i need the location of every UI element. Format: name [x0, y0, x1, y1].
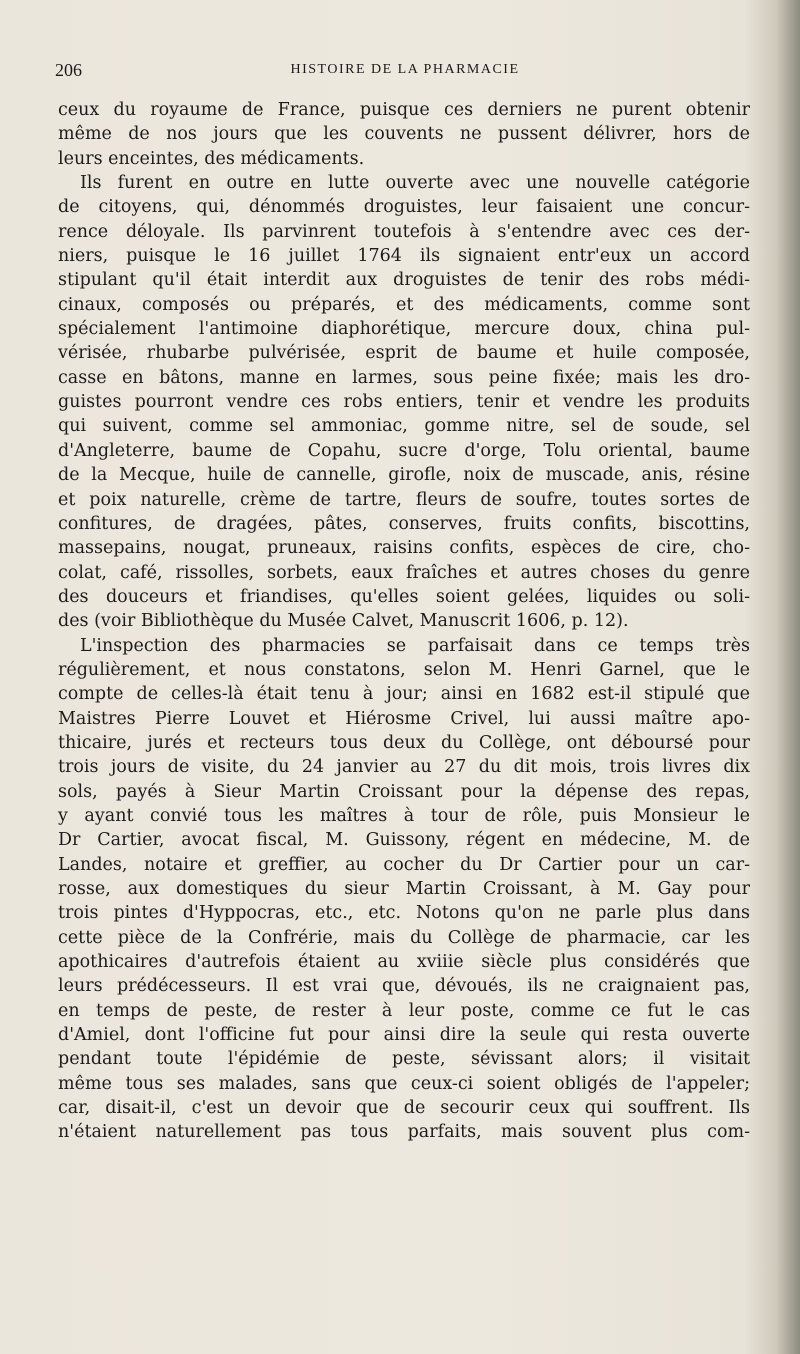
text-line: trois pintes d'Hyppocras, etc., etc. Notons qu'on ne parle plus dans: [58, 903, 750, 924]
text-line: des (voir Bibliothèque du Musée Calvet, Manuscrit 1606, p. 12).: [58, 611, 629, 632]
text-line: en temps de peste, de rester à leur poste, comme ce fut le cas: [58, 1000, 750, 1021]
paragraph: [58, 634, 750, 1145]
text-line: thicaire, jurés et recteurs tous deux du Collège, ont déboursé pour: [58, 732, 750, 753]
text-line: guistes pourront vendre ces robs entiers, tenir et vendre les produits: [58, 392, 750, 413]
text-line: des douceurs et friandises, qu'elles soient gelées, liquides ou soli-: [58, 586, 750, 607]
text-line: rence déloyale. Ils parvinrent toutefois à s'entendre avec ces der-: [58, 221, 750, 242]
text-line: confitures, de dragées, pâtes, conserves, fruits confits, biscottins,: [58, 513, 750, 534]
text-line: de la Mecque, huile de cannelle, girofle, noix de muscade, anis, résine: [58, 465, 750, 486]
text-line: de citoyens, qui, dénommés droguistes, leur faisaient une concur-: [58, 197, 750, 218]
text-line: même de nos jours que les couvents ne pussent délivrer, hors de: [58, 124, 750, 145]
page-number: 206: [55, 60, 82, 80]
text-line: d'Amiel, dont l'officine fut pour ainsi dire la seule qui resta ouverte: [58, 1025, 750, 1046]
text-line: colat, café, rissolles, sorbets, eaux fraîches et autres choses du genre: [58, 562, 750, 583]
text-line: même tous ses malades, sans que ceux-ci soient obligés de l'appeler;: [58, 1073, 750, 1094]
page-header: [55, 60, 755, 84]
text-line: stipulant qu'il était interdit aux droguistes de tenir des robs médi-: [58, 270, 750, 291]
text-line: et poix naturelle, crème de tartre, fleurs de soufre, toutes sortes de: [58, 489, 750, 510]
text-line: apothicaires d'autrefois étaient au xviiie siècle plus considérés que: [58, 952, 750, 973]
text-line: vérisée, rhubarbe pulvérisée, esprit de baume et huile composée,: [58, 343, 750, 364]
text-line: n'étaient naturellement pas tous parfaits, mais souvent plus com-: [58, 1122, 750, 1143]
text-line: y ayant convié tous les maîtres à tour de rôle, puis Monsieur le: [58, 805, 750, 826]
text-line: Dr Cartier, avocat fiscal, M. Guissony, régent en médecine, M. de: [58, 830, 750, 851]
text-line: leurs prédécesseurs. Il est vrai que, dévoués, ils ne craignaient pas,: [58, 976, 750, 997]
text-line: cette pièce de la Confrérie, mais du Collège de pharmacie, car les: [58, 927, 750, 948]
text-line: régulièrement, et nous constatons, selon M. Henri Garnel, que le: [58, 659, 750, 680]
paragraph: [58, 171, 750, 634]
running-title: HISTOIRE DE LA PHARMACIE: [290, 62, 520, 77]
text-line: ceux du royaume de France, puisque ces derniers ne purent obtenir: [58, 100, 750, 120]
text-line: Ils furent en outre en lutte ouverte avec une nouvelle catégorie: [80, 173, 750, 194]
text-line: cinaux, composés ou préparés, et des médicaments, comme sont: [58, 294, 750, 315]
text-line: spécialement l'antimoine diaphorétique, mercure doux, china pul-: [58, 319, 750, 340]
text-line: compte de celles-là était tenu à jour; ainsi en 1682 est-il stipulé que: [58, 684, 750, 705]
text-line: Landes, notaire et greffier, au cocher du Dr Cartier pour un car-: [58, 854, 750, 875]
body-text: [58, 98, 750, 1145]
paragraph: [58, 98, 750, 171]
text-line: sols, payés à Sieur Martin Croissant pour la dépense des repas,: [58, 781, 750, 802]
text-line: massepains, nougat, pruneaux, raisins confits, espèces de cire, cho-: [58, 538, 750, 559]
text-line: d'Angleterre, baume de Copahu, sucre d'orge, Tolu oriental, baume: [58, 440, 750, 461]
text-line: rosse, aux domestiques du sieur Martin Croissant, à M. Gay pour: [58, 879, 750, 899]
text-line: car, disait-il, c'est un devoir que de secourir ceux qui souffrent. Ils: [58, 1098, 750, 1119]
text-line: trois jours de visite, du 24 janvier au 27 du dit mois, trois livres dix: [58, 757, 750, 778]
text-line: casse en bâtons, manne en larmes, sous peine fixée; mais les dro-: [58, 367, 750, 388]
text-line: pendant toute l'épidémie de peste, sévissant alors; il visitait: [58, 1049, 750, 1070]
text-line: Maistres Pierre Louvet et Hiérosme Crivel, lui aussi maître apo-: [58, 708, 750, 729]
text-line: L'inspection des pharmacies se parfaisait dans ce temps très: [80, 635, 750, 656]
text-line: niers, puisque le 16 juillet 1764 ils signaient entr'eux un accord: [58, 246, 750, 267]
text-line: leurs enceintes, des médicaments.: [58, 148, 365, 169]
text-line: qui suivent, comme sel ammoniac, gomme nitre, sel de soude, sel: [58, 416, 750, 437]
